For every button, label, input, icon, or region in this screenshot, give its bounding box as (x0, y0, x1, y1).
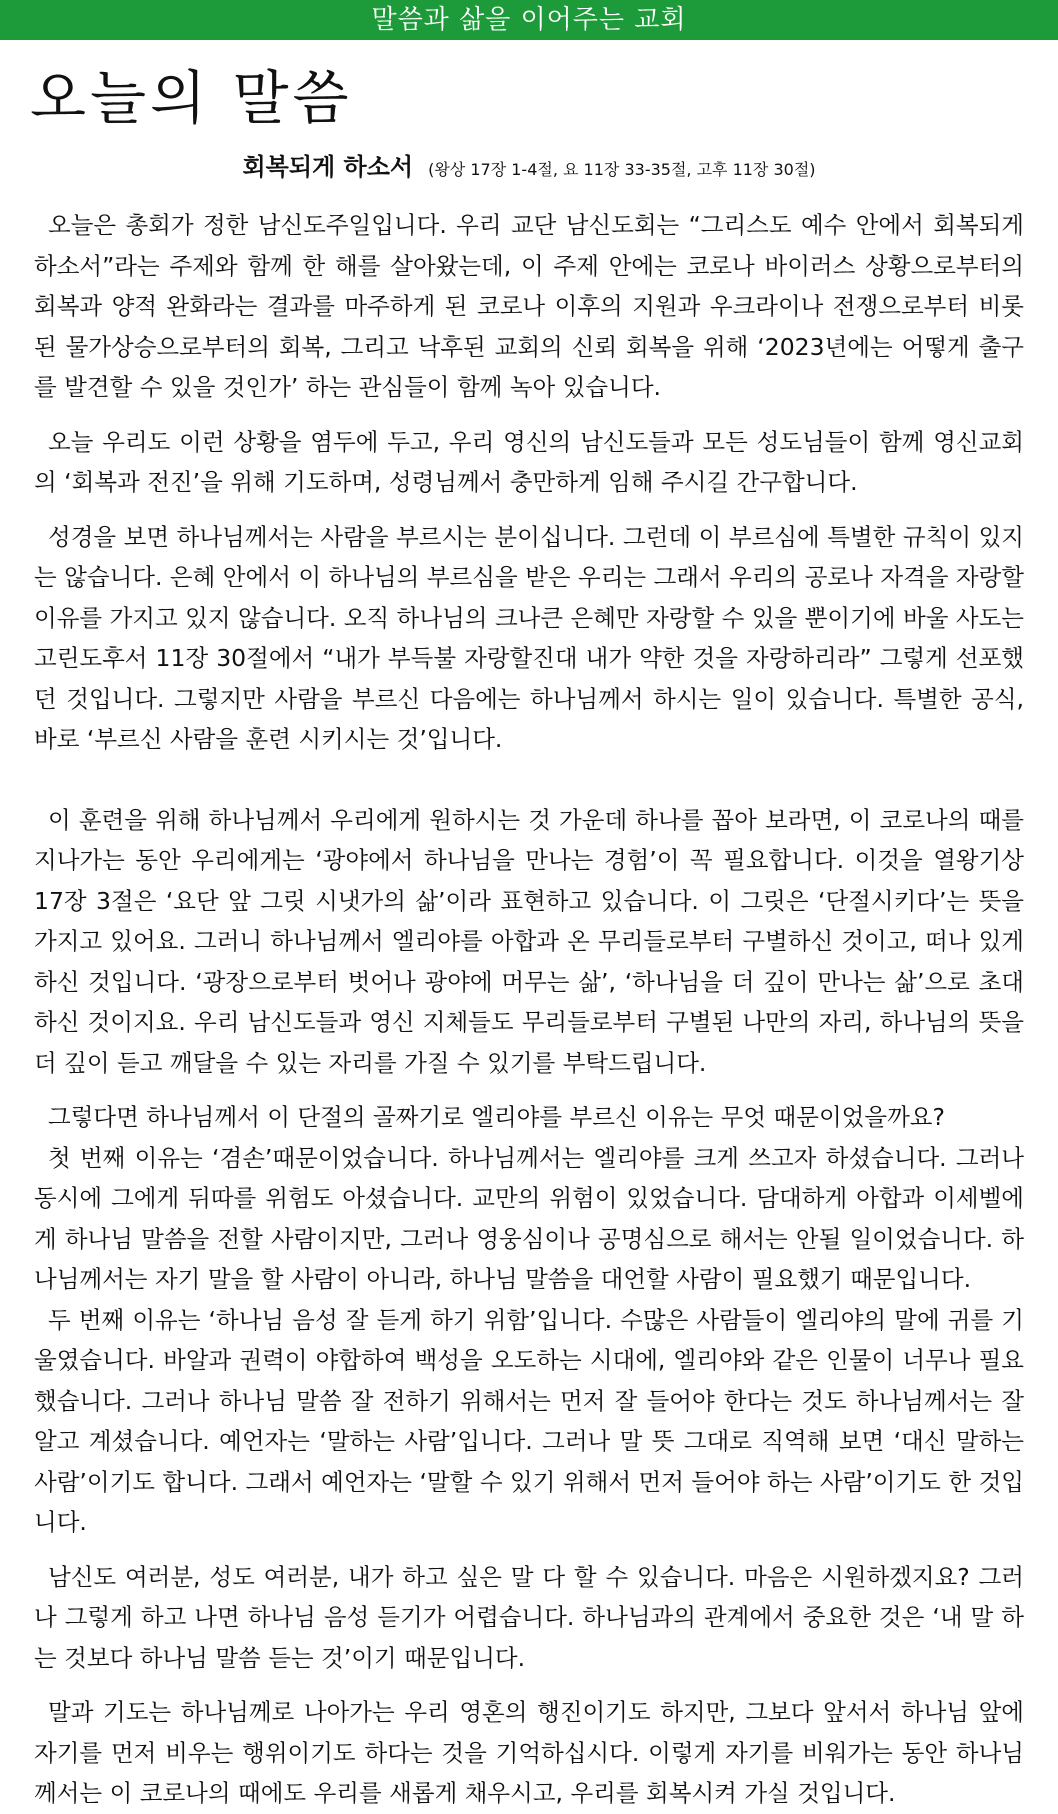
paragraph: 말과 기도는 하나님께로 나아가는 우리 영혼의 행진이기도 하지만, 그보다 앞서서 하나님 앞에 자기를 먼저 비우는 행위이기도 하다는 것을 기억하십시다. 이렇게 자기를 비워가는 동안 하나님께서는 이 코로나의 때에도 우리를 새롭게 채우시고, 우리를 회복시켜 가실 것입니다. (34, 1698, 1024, 1807)
paragraph: 오늘은 총회가 정한 남신도주일입니다. 우리 교단 남신도회는 “그리스도 예수 안에서 회복되게 하소서”라는 주제와 함께 한 해를 살아왔는데, 이 주제 안에는 코로나 바이러스 상황으로부터의 회복과 양적 완화라는 결과를 마주하게 된 코로나 이후의 지원과 우크라이나 전쟁으로부터 비롯된 물가상승으로부터의 회복, 그리고 낙후된 교회의 신뢰 회복을 위해 ‘2023년에는 어떻게 출구를 발견할 수 있을 것인가’ 하는 관심들이 함께 녹아 있습니다. (34, 211, 1024, 401)
paragraph: 이 훈련을 위해 하나님께서 우리에게 원하시는 것 가운데 하나를 꼽아 보라면, 이 코로나의 때를 지나가는 동안 우리에게는 ‘광야에서 하나님을 만나는 경험’이 꼭 필요합니다. 이것을 열왕기상 17장 3절은 ‘요단 앞 그릿 시냇가의 삶’이라 표현하고 있습니다. 이 그릿은 ‘단절시키다’는 뜻을 가지고 있어요. 그러니 하나님께서 엘리야를 아합과 온 무리들로부터 구별하신 것이고, 떠나 있게 하신 것입니다. ‘광장으로부터 벗어나 광야에 머무는 삶’, ‘하나님을 더 깊이 만나는 삶’으로 초대하신 것이지요. 우리 남신도들과 영신 지체들도 무리들로부터 구별된 나만의 자리, 하나님의 뜻을 더 깊이 듣고 깨달을 수 있는 자리를 가질 수 있기를 부탁드립니다. (34, 805, 1024, 1077)
sermon-body (34, 205, 1024, 1814)
paragraph: 두 번째 이유는 ‘하나님 음성 잘 듣게 하기 위함’입니다. 수많은 사람들이 엘리야의 말에 귀를 기울였습니다. 바알과 권력이 야합하여 백성을 오도하는 시대에, 엘리야와 같은 인물이 너무나 필요했습니다. 그러나 하나님 말씀 잘 전하기 위해서는 먼저 잘 들어야 한다는 것도 하나님께서는 잘 알고 계셨습니다. 예언자는 ‘말하는 사람’입니다. 그러나 말 뜻 그대로 직역해 보면 ‘대신 말하는 사람’이기도 합니다. 그래서 예언자는 ‘말할 수 있기 위해서 먼저 들어야 하는 사람’이기도 한 것입니다. (34, 1305, 1024, 1536)
paragraph: 첫 번째 이유는 ‘겸손’때문이었습니다. 하나님께서는 엘리야를 크게 쓰고자 하셨습니다. 그러나 동시에 그에게 뒤따를 위험도 아셨습니다. 교만의 위험이 있었습니다. 담대하게 아합과 이세벨에게 하나님 말씀을 전할 사람이지만, 그러나 영웅심이나 공명심으로 해서는 안될 일이었습니다. 하나님께서는 자기 말을 할 사람이 아니라, 하나님 말씀을 대언할 사람이 필요했기 때문입니다. (34, 1143, 1024, 1293)
page-title: 오늘의 말씀 (30, 64, 353, 132)
paragraph: 그렇다면 하나님께서 이 단절의 골짜기로 엘리야를 부르신 이유는 무엇 때문이었을까요? (48, 1103, 945, 1131)
church-banner (0, 0, 1058, 40)
sermon-heading (0, 150, 1058, 187)
paragraph: 남신도 여러분, 성도 여러분, 내가 하고 싶은 말 다 할 수 있습니다. 마음은 시원하겠지요? 그러나 그렇게 하고 나면 하나님 음성 듣기가 어렵습니다. 하나님과의 관계에서 중요한 것은 ‘내 말 하는 것보다 하나님 말씀 듣는 것’이기 때문입니다. (34, 1562, 1024, 1672)
paragraph: 오늘 우리도 이런 상황을 염두에 두고, 우리 영신의 남신도들과 모든 성도님들이 함께 영신교회의 ‘회복과 전진’을 위해 기도하며, 성령님께서 충만하게 임해 주시길 간구합니다. (34, 427, 1024, 496)
paragraph: 성경을 보면 하나님께서는 사람을 부르시는 분이십니다. 그런데 이 부르심에 특별한 규칙이 있지는 않습니다. 은혜 안에서 이 하나님의 부르심을 받은 우리는 그래서 우리의 공로나 자격을 자랑할 이유를 가지고 있지 않습니다. 오직 하나님의 크나큰 은혜만 자랑할 수 있을 뿐이기에 바울 사도는 고린도후서 11장 30절에서 “내가 부득불 자랑할진대 내가 약한 것을 자랑하리라” 그렇게 선포했던 것입니다. 그렇지만 사람을 부르신 다음에는 하나님께서 하시는 일이 있습니다. 특별한 공식, 바로 ‘부르신 사람을 훈련 시키시는 것’입니다. (34, 522, 1024, 753)
banner-text: 말씀과 삶을 이어주는 교회 (371, 5, 687, 35)
scripture-reference: (왕상 17장 1-4절, 요 11장 33-35절, 고후 11장 30절) (428, 160, 816, 179)
sermon-title: 회복되게 하소서 (242, 153, 414, 181)
